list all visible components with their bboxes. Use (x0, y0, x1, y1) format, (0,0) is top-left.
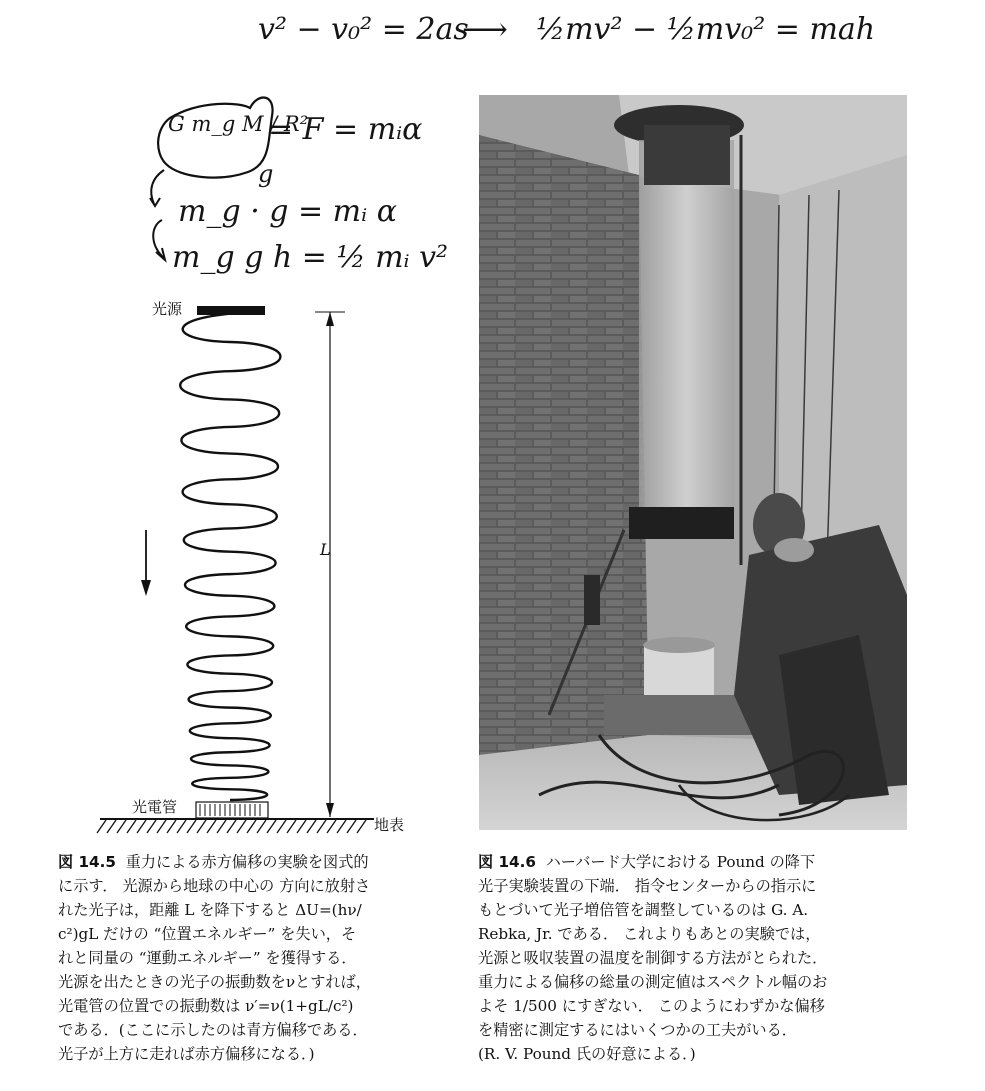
handwritten-energy-conservation: m_g g h = ½ mᵢ v² (172, 240, 449, 275)
photon-fall-diagram (90, 290, 390, 840)
figure-14-6-caption (478, 850, 923, 1066)
caption-line: よそ 1/500 にすぎない． このようにわずかな偏移 (478, 997, 825, 1015)
handwritten-force-equation: = F = mᵢα (268, 112, 423, 147)
caption-line: 光子が上方に走れば赤方偏移になる．) (58, 1045, 315, 1063)
handwritten-arrow: ⟶ (462, 10, 508, 48)
caption-line: (R. V. Pound 氏の好意による．) (478, 1045, 696, 1063)
caption-line: を精密に測定するにはいくつかの工夫がいる． (478, 1021, 797, 1039)
photo-illustration (479, 95, 907, 830)
handwritten-kinematics-equation: v² − v₀² = 2as (258, 12, 469, 47)
light-source-label: 光源 (152, 300, 183, 318)
handwritten-mass-equation: m_g · g = mᵢ α (178, 194, 397, 229)
photocell-label: 光電管 (132, 798, 178, 816)
pound-experiment-photo (479, 95, 907, 830)
photon-wave (180, 312, 280, 800)
ground-label: 地表 (374, 816, 405, 834)
handwritten-g-label: g (258, 160, 274, 188)
photocell-box (196, 802, 268, 818)
caption-line: 光源と吸収装置の温度を制御する方法がとられた． (478, 949, 828, 967)
figure-14-5-caption (58, 850, 458, 1066)
caption-line: 重力による偏移の総量の測定値はスペクトル幅のお (478, 973, 828, 991)
caption-line: 図 14.6 ハーバード大学における Pound の降下 (478, 853, 816, 871)
caption-line: もとづいて光子増倍管を調整しているのは G. A. (478, 901, 809, 919)
caption-line: 光源を出たときの光子の振動数をνとすれば， (58, 973, 371, 991)
caption-line: c²)gL だけの “位置エネルギー” を失い，そ (58, 925, 357, 943)
figure-14-5-number: 図 14.5 (58, 853, 116, 871)
handwritten-energy-equation: ½mv² − ½mv₀² = mah (536, 12, 876, 47)
caption-line: 光子実験装置の下端． 指令センターからの指示に (478, 877, 817, 895)
caption-line: れた光子は，距離 L を降下すると ΔU=(hν/ (58, 901, 362, 919)
caption-line: Rebka, Jr. である． これよりもあとの実験では， (478, 925, 821, 943)
caption-line: 光電管の位置での振動数は ν′=ν(1+gL/c²) (58, 997, 354, 1015)
figure-14-6-number: 図 14.6 (478, 853, 536, 871)
length-label: L (320, 540, 331, 559)
caption-line: れと同量の “運動エネルギー” を獲得する． (58, 949, 357, 967)
caption-line: である．(ここに示したのは青方偏移である． (58, 1021, 368, 1039)
handwritten-gravitation-term: G m_g M / R² (168, 112, 309, 136)
caption-line: 図 14.5 重力による赤方偏移の実験を図式的 (58, 853, 369, 871)
caption-line: に示す． 光源から地球の中心の 方向に放射さ (58, 877, 371, 895)
